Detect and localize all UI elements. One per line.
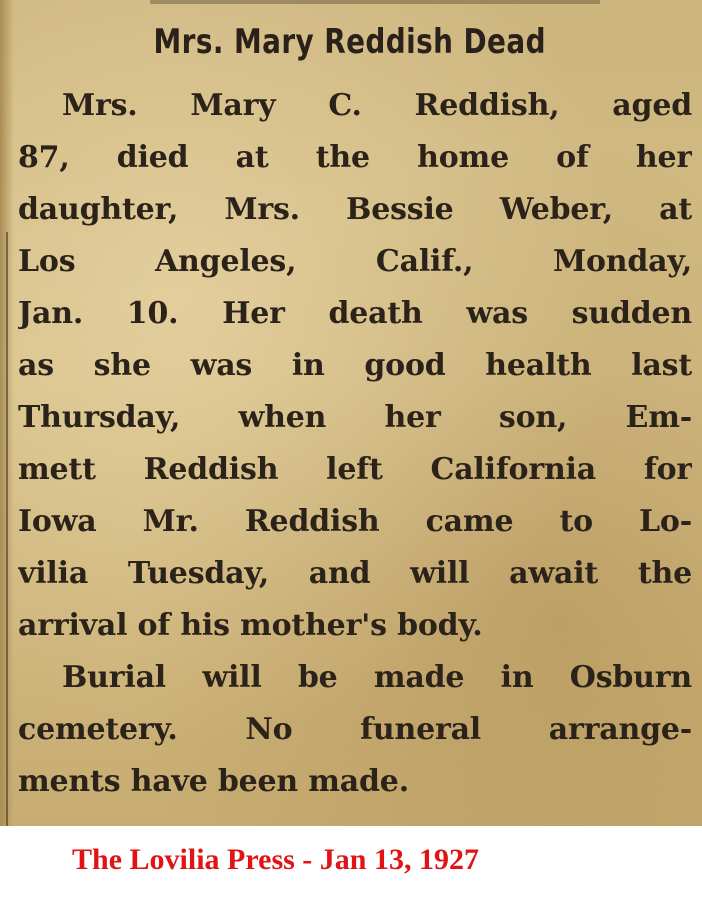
article-line: vilia Tuesday, and will await the	[18, 556, 692, 591]
headline: Mrs. Mary Reddish Dead	[153, 22, 546, 62]
article-line: Burial will be made in Osburn	[62, 660, 692, 695]
article-line: Mrs. Mary C. Reddish, aged	[62, 88, 692, 123]
article-line: Thursday, when her son, Em-	[18, 400, 692, 435]
article-line: mett Reddish left California for	[18, 452, 692, 487]
column-rule	[6, 232, 8, 826]
article-line: as she was in good health last	[18, 348, 692, 383]
article-line: ments have been made.	[18, 764, 409, 799]
article-line: Jan. 10. Her death was sudden	[18, 296, 692, 331]
article-line: arrival of his mother's body.	[18, 608, 483, 643]
top-rule	[150, 0, 600, 4]
source-caption: The Lovilia Press - Jan 13, 1927	[72, 843, 479, 876]
article-line: 87, died at the home of her	[18, 140, 692, 175]
article-line: cemetery. No funeral arrange-	[18, 712, 692, 747]
article-line: daughter, Mrs. Bessie Weber, at	[18, 192, 692, 227]
article-line: Iowa Mr. Reddish came to Lo-	[18, 504, 692, 539]
article-line: Los Angeles, Calif., Monday,	[18, 244, 692, 279]
